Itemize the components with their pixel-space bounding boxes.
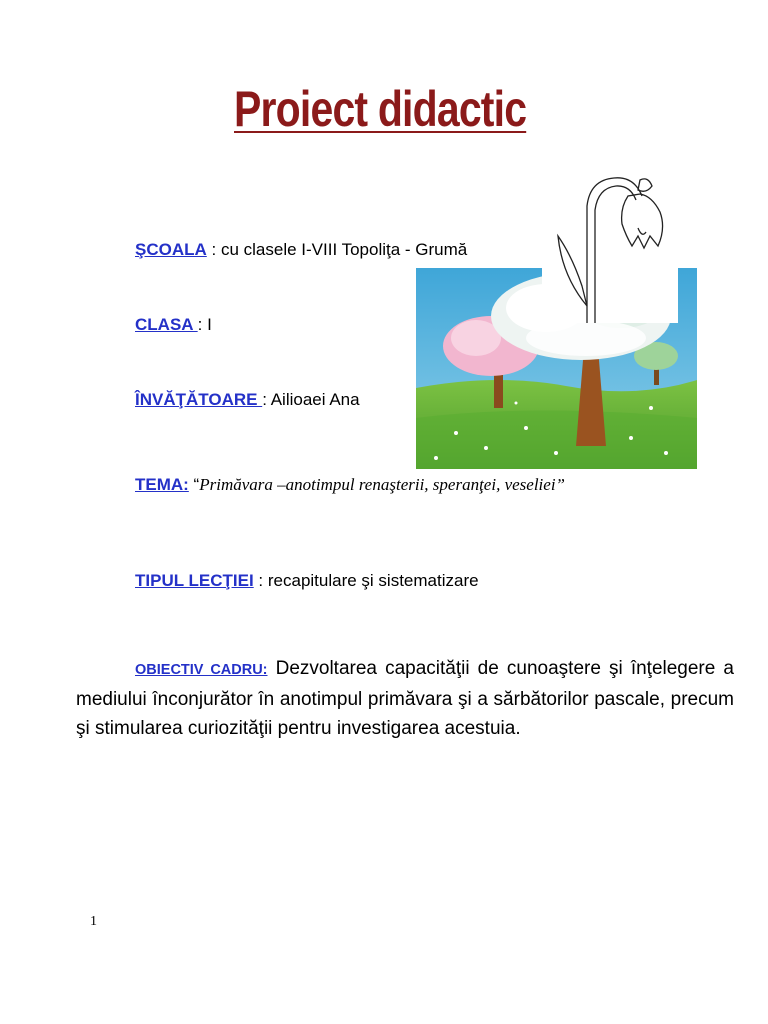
value-clasa: I — [207, 315, 212, 334]
field-scoala — [135, 240, 467, 260]
label-tipul-lectiei: TIPUL LECŢIEI — [135, 571, 254, 590]
sep-invatatoare: : — [262, 390, 271, 409]
value-invatatoare: Ailioaei Ana — [270, 390, 360, 409]
sep-scoala: : — [206, 240, 221, 259]
objective-paragraph — [76, 654, 734, 743]
field-tipul-lectiei — [135, 571, 479, 591]
page-number: 1 — [90, 914, 97, 929]
sep-tipul-lectiei: : — [253, 571, 268, 590]
sep-clasa: : — [197, 315, 208, 334]
label-tema: TEMA: — [135, 475, 189, 494]
objective-label: OBIECTIV CADRU: — [135, 662, 268, 678]
field-clasa — [135, 315, 212, 335]
objective-text: Dezvoltarea capacităţii de cunoaştere şi înţelegere a mediului înconjurător în anotimpul primăvara şi a sărbătorilor pascale, precum şi stimularea curiozităţii pentru investigarea acestuia. — [76, 658, 734, 739]
value-tema: Primăvara –anotimpul renaşterii, speranţei, veseliei” — [199, 475, 565, 494]
value-scoala: cu clasele I-VIII Topoliţa - Grumă — [220, 240, 468, 259]
value-tipul-lectiei: recapitulare şi sistematizare — [267, 571, 479, 590]
snowdrop-outline-drawing — [542, 166, 678, 323]
field-tema — [135, 475, 565, 495]
label-invatatoare: ÎNVĂŢĂTOARE — [135, 390, 263, 409]
field-invatatoare — [135, 390, 360, 410]
label-scoala: ŞCOALA — [135, 240, 207, 259]
label-clasa: CLASA — [135, 315, 198, 334]
tema-open-quote: “ — [188, 475, 200, 494]
document-title: Proiect didactic — [234, 81, 527, 137]
